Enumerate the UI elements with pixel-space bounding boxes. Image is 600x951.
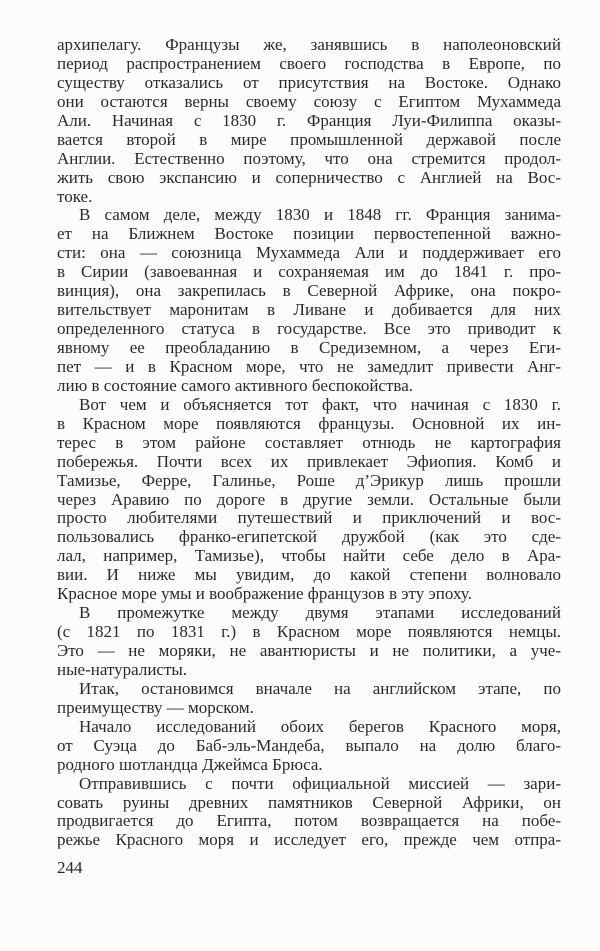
text-line: период распространением своего господства в Европе, по bbox=[57, 53, 561, 73]
paragraph bbox=[57, 775, 561, 851]
text-line: Это — не моряки, не авантюристы и не политики, а уче- bbox=[57, 641, 561, 660]
text-line: побережья. Почти всех их привлекает Эфиопия. Комб и bbox=[57, 451, 561, 471]
paragraph bbox=[57, 680, 561, 718]
text-line: в Сирии (завоеванная и сохраняемая им до 1841 г. про- bbox=[57, 262, 561, 282]
page-number: 244 bbox=[57, 858, 83, 877]
paragraph bbox=[57, 206, 561, 395]
text-line: лию в состояние самого активного беспокойства. bbox=[57, 375, 414, 395]
text-line: ет на Ближнем Востоке позиции первостепенной важно- bbox=[57, 224, 561, 244]
text-line: (с 1821 по 1831 г.) в Красном море появляются немцы. bbox=[57, 622, 561, 642]
text-line: они остаются верны своему союзу с Египтом Мухаммеда bbox=[57, 91, 561, 111]
text-line: архипелагу. Французы же, занявшись в наполеоновский bbox=[57, 35, 561, 54]
text-line: вительствует маронитам в Ливане и добивается для них bbox=[57, 300, 561, 320]
text-line: В самом деле, между 1830 и 1848 гг. Франция занима- bbox=[79, 205, 561, 225]
text-line: режье Красного моря и исследует его, прежде чем отпра- bbox=[57, 830, 561, 850]
text-line: сти: она — союзница Мухаммеда Али и поддерживает его bbox=[57, 243, 561, 263]
text-line: продвигается до Египта, потом возвращается на побе- bbox=[57, 811, 561, 831]
text-line: пет — и в Красном море, что не замедлит привести Анг- bbox=[57, 356, 561, 376]
text-line: совать руины древних памятников Северной Африки, он bbox=[57, 792, 561, 812]
text-line: Тамизье, Ферре, Галинье, Роше д’Эрикур лишь прошли bbox=[57, 470, 561, 490]
book-page-body bbox=[57, 36, 561, 850]
text-line: родного шотландца Джеймса Брюса. bbox=[57, 754, 323, 774]
text-line: Итак, остановимся вначале на английском этапе, по bbox=[79, 678, 561, 698]
text-line: пользовались франко-египетской дружбой (как это сде- bbox=[57, 527, 561, 547]
text-line: Начало исследований обоих берегов Красного моря, bbox=[79, 716, 561, 736]
text-line: Вот чем и объясняется тот факт, что начиная с 1830 г. bbox=[79, 394, 561, 414]
text-line: существу отказались от присутствия на Востоке. Однако bbox=[57, 72, 561, 92]
text-line: В промежутке между двумя этапами исследований bbox=[79, 603, 561, 623]
text-line: токе. bbox=[57, 186, 93, 206]
paragraph bbox=[57, 718, 561, 775]
text-line: винция), она закрепилась в Северной Африке, она покро- bbox=[57, 281, 561, 301]
text-line: определенного статуса в государстве. Все это приводит к bbox=[57, 319, 561, 339]
text-line: жить свою экспансию и соперничество с Англией на Вос- bbox=[57, 167, 561, 187]
text-line: ные-натуралисты. bbox=[57, 659, 188, 679]
text-line: в Красном море появляются французы. Основной их ин- bbox=[57, 413, 561, 433]
paragraph bbox=[57, 396, 561, 604]
text-line: Отправившись с почти официальной миссией — зари- bbox=[79, 773, 561, 793]
text-line: Англии. Естественно поэтому, что она стремится продол- bbox=[57, 148, 561, 168]
text-line: через Аравию по дороге в другие земли. Остальные были bbox=[57, 489, 561, 509]
text-line: Красное море умы и воображение французов в эту эпоху. bbox=[57, 584, 472, 604]
text-line: вается второй в мире промышленной державой после bbox=[57, 129, 561, 149]
text-line: лал, например, Тамизье), чтобы найти себе дело в Ара- bbox=[57, 546, 561, 566]
text-line: терес в этом районе составляет отнюдь не картография bbox=[57, 432, 561, 452]
paragraph bbox=[57, 604, 561, 680]
text-line: от Суэца до Баб-эль-Мандеба, выпало на долю благо- bbox=[57, 735, 561, 755]
text-line: вии. И ниже мы увидим, до какой степени волновало bbox=[57, 565, 561, 585]
paragraph bbox=[57, 36, 561, 206]
text-line: явному ее преобладанию в Средиземном, а через Еги- bbox=[57, 338, 561, 357]
text-line: Али. Начиная с 1830 г. Франция Луи-Филиппа оказы- bbox=[57, 110, 561, 130]
text-line: просто любителями путешествий и приключений и вос- bbox=[57, 508, 561, 528]
text-line: преимуществу — морском. bbox=[57, 697, 254, 717]
